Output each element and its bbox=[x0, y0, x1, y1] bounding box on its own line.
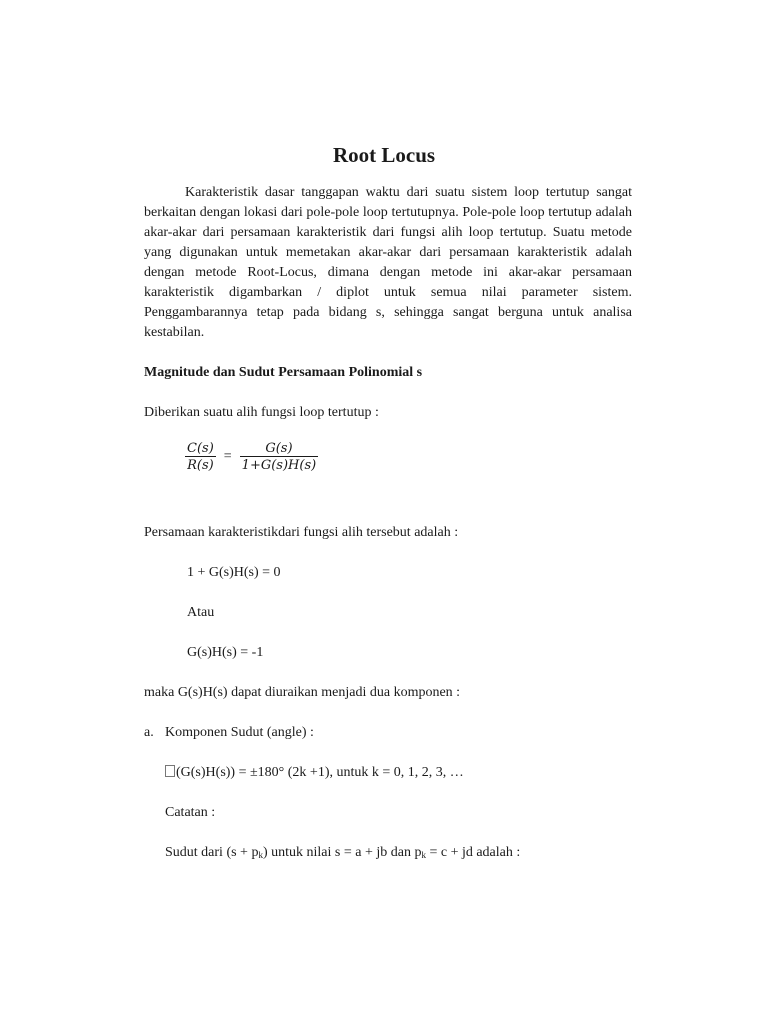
section-heading: Magnitude dan Sudut Persamaan Polinomial s bbox=[144, 365, 423, 380]
equation-1: 1 + G(s)H(s) = 0 bbox=[187, 565, 281, 580]
rhs-numerator: G(s) bbox=[265, 441, 293, 456]
intro-paragraph: Karakteristik dasar tanggapan waktu dari suatu sistem loop tertutup sangat berkaitan dengan lokasi dari pole-pole loop tertutupnya. Pole-pole loop tertutup adalah akar-akar dari persamaan karakteristik dari fungsi alih loop tertutup. Suatu metode yang digunakan untuk memetakan akar-akar dari persamaan karakteristik adalah dengan metode Root-Locus, dimana dengan metode ini akar-akar persamaan karakteristik digambarkan / diplot untuk semua nilai parameter sistem. Penggambarannya tetap pada bidang s, sehingga sangat berguna untuk analisa kestabilan. bbox=[144, 185, 632, 340]
sudut-sub-1: k bbox=[258, 850, 263, 860]
lhs-numerator: C(s) bbox=[187, 441, 214, 456]
lhs-fraction bbox=[185, 441, 216, 473]
lhs-denominator: R(s) bbox=[185, 456, 216, 473]
transfer-function-equation bbox=[185, 441, 318, 473]
angle-equation bbox=[165, 765, 464, 781]
atau-text: Atau bbox=[187, 605, 215, 620]
sudut-suffix: = c + jd adalah : bbox=[425, 845, 521, 860]
given-text: Diberikan suatu alih fungsi loop tertutup : bbox=[144, 405, 379, 420]
sudut-line bbox=[165, 845, 520, 861]
equation-2: G(s)H(s) = -1 bbox=[187, 645, 264, 660]
list-marker-a: a. bbox=[144, 725, 154, 740]
item-a-text: Komponen Sudut (angle) : bbox=[165, 725, 314, 740]
angle-symbol-icon bbox=[165, 765, 175, 777]
sudut-sub-2: k bbox=[421, 850, 426, 860]
sudut-prefix: Sudut dari (s + p bbox=[165, 845, 259, 860]
sudut-middle: ) untuk nilai s = a + jb dan p bbox=[262, 845, 422, 860]
page-title: Root Locus bbox=[332, 143, 436, 167]
rhs-fraction bbox=[240, 441, 319, 473]
catatan-text: Catatan : bbox=[165, 805, 216, 820]
rhs-denominator: 1+G(s)H(s) bbox=[241, 458, 317, 473]
equals-sign: = bbox=[223, 449, 232, 464]
char-eq-text: Persamaan karakteristikdari fungsi alih tersebut adalah : bbox=[144, 525, 459, 540]
angle-equation-text: (G(s)H(s)) = ±180° (2k +1), untuk k = 0, 1, 2, 3, … bbox=[176, 765, 464, 780]
decompose-text: maka G(s)H(s) dapat diuraikan menjadi dua komponen : bbox=[144, 685, 461, 700]
